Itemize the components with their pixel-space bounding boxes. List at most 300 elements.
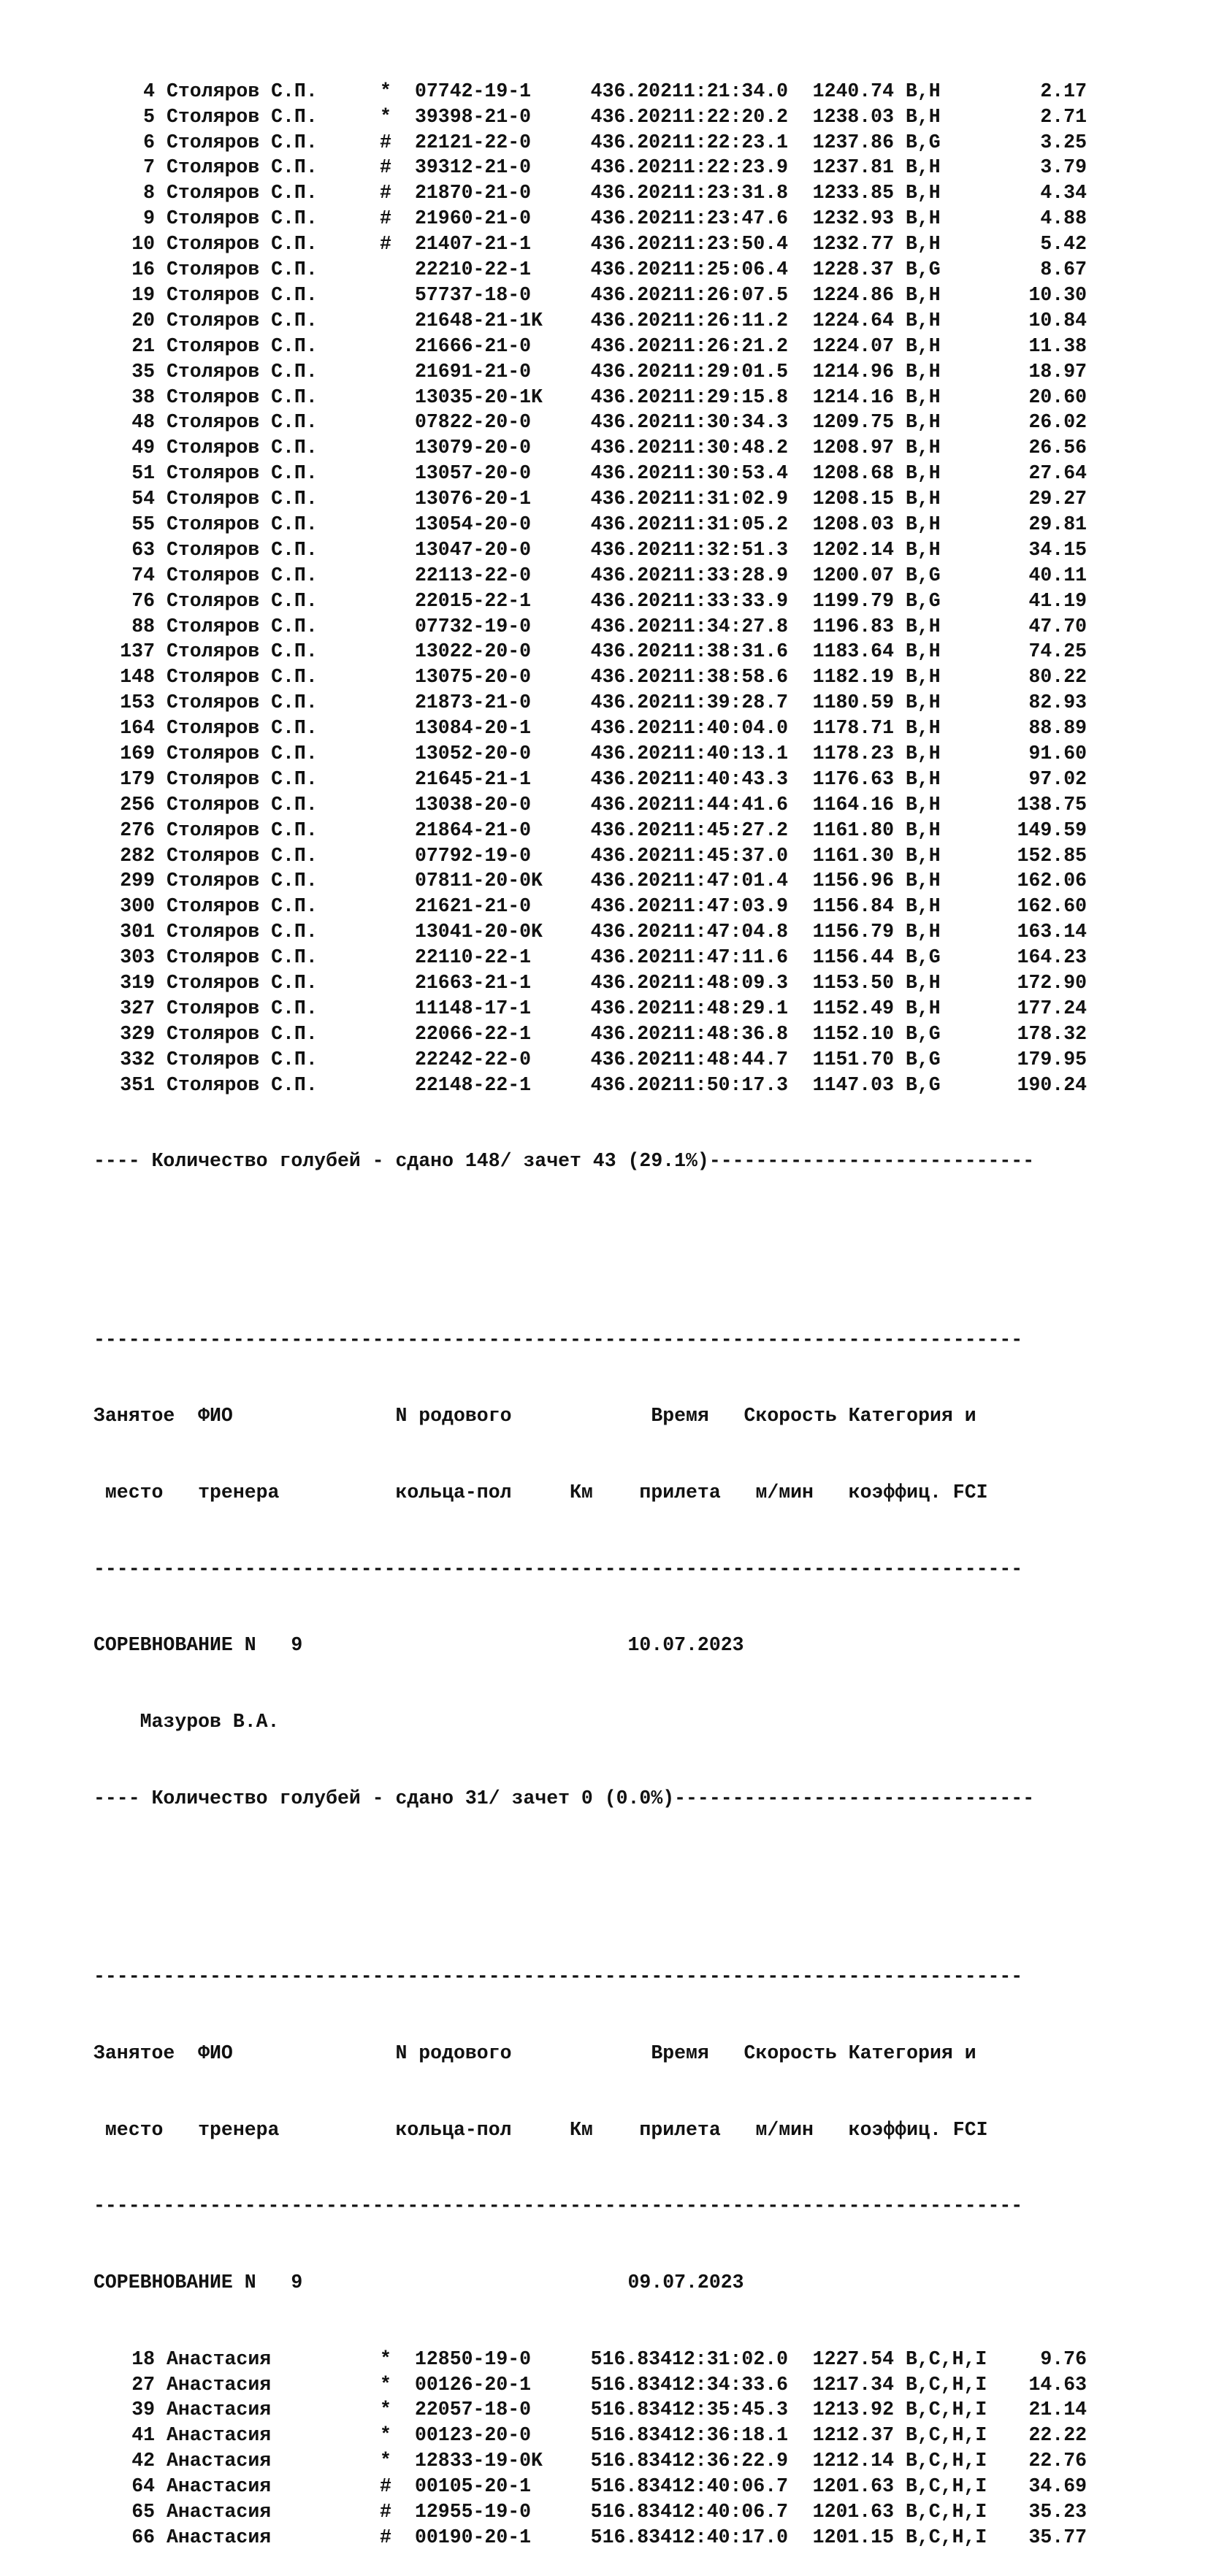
cell-km: 436.202 <box>590 666 672 689</box>
cell-speed: 1147.03 <box>812 1073 894 1096</box>
cell-km: 436.202 <box>590 488 672 510</box>
cell-cat: B,C,H,I <box>906 2399 987 2421</box>
cell-place: 63 <box>131 538 155 561</box>
cell-ring: 21864-21-0 <box>415 819 532 841</box>
cell-coef: 8.67 <box>1040 258 1087 281</box>
cell-ring: 07822-20-0 <box>415 411 532 434</box>
cell-time: 11:50:17.3 <box>672 1073 789 1096</box>
cell-speed: 1152.10 <box>812 1022 894 1045</box>
cell-ring: 12955-19-0 <box>415 2500 532 2523</box>
result-row <box>93 104 1087 130</box>
result-row <box>93 818 1087 843</box>
cell-km: 436.202 <box>590 844 672 867</box>
cell-place: 256 <box>120 793 155 816</box>
cell-name: Столяров С.П. <box>167 437 318 459</box>
cell-time: 11:48:36.8 <box>672 1022 789 1045</box>
cell-time: 11:21:34.0 <box>672 80 789 102</box>
result-row <box>93 639 1087 664</box>
cell-ring: 07732-19-0 <box>415 615 532 637</box>
cell-coef: 152.85 <box>1017 844 1087 867</box>
cell-place: 35 <box>131 360 155 383</box>
cell-km: 436.202 <box>590 283 672 306</box>
cell-cat: B,H <box>906 666 941 689</box>
cell-coef: 18.97 <box>1028 360 1087 383</box>
cell-name: Столяров С.П. <box>167 666 318 689</box>
cell-time: 11:22:23.9 <box>672 156 789 179</box>
cell-ring: 22066-22-1 <box>415 1022 532 1045</box>
result-row <box>93 410 1087 435</box>
cell-place: 8 <box>143 182 155 204</box>
cell-ring: 22242-22-0 <box>415 1048 532 1070</box>
cell-ring: 12850-19-0 <box>415 2347 532 2370</box>
cell-name: Столяров С.П. <box>167 742 318 764</box>
cell-ring: 57737-18-0 <box>415 283 532 306</box>
cell-place: 64 <box>131 2475 155 2498</box>
cell-coef: 178.32 <box>1017 1022 1087 1045</box>
cell-name: Столяров С.П. <box>167 844 318 867</box>
cell-coef: 80.22 <box>1028 666 1087 689</box>
cell-ring: 22113-22-0 <box>415 564 532 586</box>
cell-ring: 00190-20-1 <box>415 2526 532 2548</box>
cell-mark: * <box>380 80 391 102</box>
cell-ring: 13047-20-0 <box>415 538 532 561</box>
result-row <box>93 1021 1087 1047</box>
result-row <box>93 716 1087 741</box>
cell-speed: 1161.30 <box>812 844 894 867</box>
cell-ring: 00123-20-0 <box>415 2424 532 2447</box>
cell-speed: 1212.37 <box>812 2424 894 2447</box>
cell-time: 11:40:04.0 <box>672 717 789 740</box>
cell-ring: 21663-21-1 <box>415 971 532 994</box>
result-row <box>93 614 1087 640</box>
cell-speed: 1201.63 <box>812 2475 894 2498</box>
result-row <box>93 512 1087 537</box>
cell-cat: B,H <box>906 437 941 459</box>
cell-coef: 35.77 <box>1028 2526 1087 2548</box>
cell-place: 351 <box>120 1073 155 1096</box>
cell-coef: 4.34 <box>1040 182 1087 204</box>
result-row <box>93 283 1087 308</box>
cell-time: 12:40:17.0 <box>672 2526 789 2548</box>
cell-name: Столяров С.П. <box>167 488 318 510</box>
cell-km: 436.202 <box>590 105 672 128</box>
cell-time: 11:40:13.1 <box>672 742 789 764</box>
cell-name: Столяров С.П. <box>167 513 318 535</box>
cell-speed: 1232.77 <box>812 233 894 256</box>
cell-cat: B,H <box>906 691 941 714</box>
cell-name: Анастасия <box>167 2475 272 2498</box>
cell-place: 5 <box>143 105 155 128</box>
cell-speed: 1224.64 <box>812 309 894 331</box>
cell-place: 66 <box>131 2526 155 2548</box>
cell-km: 516.834 <box>590 2399 672 2421</box>
cell-km: 436.202 <box>590 513 672 535</box>
cell-coef: 29.27 <box>1028 488 1087 510</box>
cell-ring: 13075-20-0 <box>415 666 532 689</box>
cell-coef: 88.89 <box>1028 717 1087 740</box>
cell-coef: 27.64 <box>1028 462 1087 485</box>
result-row <box>93 2448 1087 2474</box>
cell-speed: 1237.81 <box>812 156 894 179</box>
cell-ring: 39312-21-0 <box>415 156 532 179</box>
cell-speed: 1196.83 <box>812 615 894 637</box>
cell-km: 436.202 <box>590 334 672 357</box>
cell-mark: # <box>380 207 391 230</box>
cell-km: 436.202 <box>590 386 672 408</box>
cell-km: 436.202 <box>590 258 672 281</box>
cell-coef: 26.02 <box>1028 411 1087 434</box>
cell-mark: # <box>380 182 391 204</box>
result-row <box>93 231 1087 257</box>
cell-speed: 1156.96 <box>812 870 894 892</box>
cell-ring: 21873-21-0 <box>415 691 532 714</box>
cell-coef: 2.17 <box>1040 80 1087 102</box>
cell-km: 436.202 <box>590 207 672 230</box>
result-row <box>93 2423 1087 2448</box>
result-row <box>93 894 1087 919</box>
cell-ring: 21870-21-0 <box>415 182 532 204</box>
cell-place: 20 <box>131 309 155 331</box>
cell-time: 12:36:18.1 <box>672 2424 789 2447</box>
cell-km: 436.202 <box>590 921 672 943</box>
cell-place: 19 <box>131 283 155 306</box>
cell-place: 55 <box>131 513 155 535</box>
cell-km: 436.202 <box>590 564 672 586</box>
competition-title: СОРЕВНОВАНИЕ N 9 10.07.2023 <box>93 1634 744 1657</box>
cell-cat: B,H <box>906 513 941 535</box>
result-row <box>93 690 1087 716</box>
cell-speed: 1213.92 <box>812 2399 894 2421</box>
cell-speed: 1199.79 <box>812 589 894 612</box>
cell-name: Столяров С.П. <box>167 538 318 561</box>
cell-speed: 1214.16 <box>812 386 894 408</box>
cell-ring: 13054-20-0 <box>415 513 532 535</box>
cell-km: 436.202 <box>590 437 672 459</box>
result-row <box>93 359 1087 385</box>
cell-place: 21 <box>131 334 155 357</box>
result-row <box>93 843 1087 869</box>
cell-km: 436.202 <box>590 971 672 994</box>
cell-place: 54 <box>131 488 155 510</box>
cell-coef: 34.15 <box>1028 538 1087 561</box>
result-row <box>93 79 1087 104</box>
cell-ring: 22210-22-1 <box>415 258 532 281</box>
cell-coef: 179.95 <box>1017 1048 1087 1070</box>
cell-cat: B,H <box>906 767 941 790</box>
cell-place: 276 <box>120 819 155 841</box>
cell-km: 436.202 <box>590 640 672 663</box>
result-row <box>93 2499 1087 2525</box>
cell-coef: 21.14 <box>1028 2399 1087 2421</box>
result-row <box>93 664 1087 690</box>
cell-place: 169 <box>120 742 155 764</box>
cell-place: 4 <box>143 80 155 102</box>
cell-ring: 22121-22-0 <box>415 131 532 153</box>
cell-time: 11:30:48.2 <box>672 437 789 459</box>
cell-speed: 1176.63 <box>812 767 894 790</box>
cell-mark: * <box>380 105 391 128</box>
cell-speed: 1151.70 <box>812 1048 894 1070</box>
cell-coef: 10.30 <box>1028 283 1087 306</box>
cell-km: 436.202 <box>590 538 672 561</box>
cell-name: Столяров С.П. <box>167 309 318 331</box>
cell-coef: 3.79 <box>1040 156 1087 179</box>
cell-ring: 13035-20-1K <box>415 386 543 408</box>
cell-mark: # <box>380 233 391 256</box>
cell-speed: 1209.75 <box>812 411 894 434</box>
cell-cat: B,H <box>906 80 941 102</box>
cell-cat: B,H <box>906 640 941 663</box>
result-row <box>93 385 1087 410</box>
cell-time: 11:29:15.8 <box>672 386 789 408</box>
cell-name: Столяров С.П. <box>167 283 318 306</box>
cell-cat: B,G <box>906 946 941 969</box>
cell-cat: B,H <box>906 870 941 892</box>
cell-place: 42 <box>131 2450 155 2472</box>
cell-ring: 13079-20-0 <box>415 437 532 459</box>
cell-coef: 4.88 <box>1040 207 1087 230</box>
cell-cat: B,H <box>906 233 941 256</box>
cell-cat: B,G <box>906 564 941 586</box>
cell-mark: * <box>380 2450 391 2472</box>
cell-place: 7 <box>143 156 155 179</box>
cell-cat: B,H <box>906 283 941 306</box>
cell-place: 48 <box>131 411 155 434</box>
cell-speed: 1152.49 <box>812 997 894 1019</box>
cell-cat: B,H <box>906 538 941 561</box>
cell-coef: 91.60 <box>1028 742 1087 764</box>
cell-name: Столяров С.П. <box>167 767 318 790</box>
cell-time: 11:44:41.6 <box>672 793 789 816</box>
cell-ring: 13022-20-0 <box>415 640 532 663</box>
cell-cat: B,H <box>906 360 941 383</box>
cell-time: 11:45:37.0 <box>672 844 789 867</box>
result-row <box>93 2474 1087 2499</box>
cell-km: 436.202 <box>590 156 672 179</box>
cell-time: 11:47:04.8 <box>672 921 789 943</box>
cell-name: Столяров С.П. <box>167 870 318 892</box>
cell-ring: 22110-22-1 <box>415 946 532 969</box>
cell-coef: 97.02 <box>1028 767 1087 790</box>
cell-km: 516.834 <box>590 2373 672 2396</box>
cell-cat: B,C,H,I <box>906 2475 987 2498</box>
cell-cat: B,H <box>906 742 941 764</box>
cell-speed: 1183.64 <box>812 640 894 663</box>
result-row <box>93 155 1087 180</box>
cell-name: Столяров С.П. <box>167 691 318 714</box>
cell-name: Столяров С.П. <box>167 156 318 179</box>
result-row <box>93 919 1087 945</box>
cell-cat: B,H <box>906 615 941 637</box>
cell-time: 11:39:28.7 <box>672 691 789 714</box>
cell-cat: B,H <box>906 411 941 434</box>
cell-time: 12:34:33.6 <box>672 2373 789 2396</box>
cell-ring: 07811-20-0K <box>415 870 543 892</box>
cell-name: Анастасия <box>167 2399 272 2421</box>
cell-cat: B,G <box>906 589 941 612</box>
cell-speed: 1180.59 <box>812 691 894 714</box>
cell-km: 436.202 <box>590 80 672 102</box>
result-row <box>93 589 1087 614</box>
cell-speed: 1178.23 <box>812 742 894 764</box>
cell-mark: * <box>380 2373 391 2396</box>
cell-cat: B,C,H,I <box>906 2424 987 2447</box>
spacer <box>93 1862 1087 1887</box>
result-row <box>93 1047 1087 1073</box>
table-header-line1: Занятое ФИО N родового Время Скорость Категория и <box>93 1405 976 1427</box>
cell-time: 11:25:06.4 <box>672 258 789 281</box>
cell-cat: B,G <box>906 1022 941 1045</box>
cell-place: 179 <box>120 767 155 790</box>
cell-place: 10 <box>131 233 155 256</box>
cell-coef: 20.60 <box>1028 386 1087 408</box>
cell-time: 11:47:11.6 <box>672 946 789 969</box>
result-row <box>93 308 1087 334</box>
cell-speed: 1208.97 <box>812 437 894 459</box>
cell-km: 436.202 <box>590 819 672 841</box>
cell-speed: 1224.07 <box>812 334 894 357</box>
section2-summary: ---- Количество голубей - сдано 31/ зачет 0 (0.0%)------------------------------- <box>93 1787 1035 1809</box>
cell-time: 12:35:45.3 <box>672 2399 789 2421</box>
cell-ring: 13057-20-0 <box>415 462 532 485</box>
cell-time: 11:48:44.7 <box>672 1048 789 1070</box>
cell-km: 436.202 <box>590 997 672 1019</box>
cell-cat: B,H <box>906 844 941 867</box>
cell-name: Столяров С.П. <box>167 462 318 485</box>
cell-coef: 3.25 <box>1040 131 1087 153</box>
cell-name: Столяров С.П. <box>167 946 318 969</box>
cell-coef: 177.24 <box>1017 997 1087 1019</box>
cell-km: 436.202 <box>590 360 672 383</box>
cell-speed: 1156.79 <box>812 921 894 943</box>
cell-mark: * <box>380 2399 391 2421</box>
cell-time: 11:30:53.4 <box>672 462 789 485</box>
result-row <box>93 741 1087 767</box>
cell-coef: 164.23 <box>1017 946 1087 969</box>
result-row <box>93 334 1087 359</box>
cell-time: 11:31:02.9 <box>672 488 789 510</box>
cell-km: 516.834 <box>590 2450 672 2472</box>
table-header-line2: место тренера кольца-пол Км прилета м/мин коэффиц. FCI <box>93 1481 988 1503</box>
cell-cat: B,G <box>906 131 941 153</box>
result-row <box>93 2525 1087 2550</box>
cell-place: 39 <box>131 2399 155 2421</box>
cell-coef: 35.23 <box>1028 2500 1087 2523</box>
cell-mark: # <box>380 156 391 179</box>
cell-speed: 1201.15 <box>812 2526 894 2548</box>
cell-ring: 22148-22-1 <box>415 1073 532 1096</box>
cell-cat: B,H <box>906 207 941 230</box>
result-row <box>93 130 1087 156</box>
cell-km: 516.834 <box>590 2424 672 2447</box>
cell-time: 11:33:28.9 <box>672 564 789 586</box>
header-bottom-rule: -------------------------------------------------------------------------------- <box>93 1557 1023 1580</box>
cell-time: 11:31:05.2 <box>672 513 789 535</box>
cell-place: 137 <box>120 640 155 663</box>
cell-name: Столяров С.П. <box>167 360 318 383</box>
cell-coef: 9.76 <box>1040 2347 1087 2370</box>
cell-time: 11:40:43.3 <box>672 767 789 790</box>
cell-speed: 1212.14 <box>812 2450 894 2472</box>
cell-speed: 1153.50 <box>812 971 894 994</box>
cell-speed: 1208.68 <box>812 462 894 485</box>
cell-speed: 1237.86 <box>812 131 894 153</box>
header-bottom-rule: -------------------------------------------------------------------------------- <box>93 2195 1023 2217</box>
cell-km: 436.202 <box>590 182 672 204</box>
cell-name: Столяров С.П. <box>167 105 318 128</box>
cell-ring: 21691-21-0 <box>415 360 532 383</box>
cell-cat: B,G <box>906 1048 941 1070</box>
cell-time: 11:26:07.5 <box>672 283 789 306</box>
result-row <box>93 486 1087 512</box>
cell-cat: B,H <box>906 105 941 128</box>
cell-speed: 1208.03 <box>812 513 894 535</box>
competition-title: СОРЕВНОВАНИЕ N 9 09.07.2023 <box>93 2271 744 2293</box>
cell-cat: B,H <box>906 156 941 179</box>
cell-cat: B,H <box>906 309 941 331</box>
result-row <box>93 2397 1087 2423</box>
result-row <box>93 435 1087 461</box>
cell-place: 51 <box>131 462 155 485</box>
cell-speed: 1227.54 <box>812 2347 894 2370</box>
cell-ring: 13076-20-1 <box>415 488 532 510</box>
cell-speed: 1208.15 <box>812 488 894 510</box>
cell-km: 436.202 <box>590 742 672 764</box>
cell-cat: B,H <box>906 971 941 994</box>
cell-time: 11:38:58.6 <box>672 666 789 689</box>
cell-ring: 13041-20-0K <box>415 921 543 943</box>
cell-name: Столяров С.П. <box>167 1073 318 1096</box>
cell-place: 153 <box>120 691 155 714</box>
result-row <box>93 2372 1087 2398</box>
cell-speed: 1217.34 <box>812 2373 894 2396</box>
cell-time: 11:48:29.1 <box>672 997 789 1019</box>
cell-cat: B,G <box>906 258 941 281</box>
cell-name: Столяров С.П. <box>167 258 318 281</box>
cell-name: Столяров С.П. <box>167 717 318 740</box>
cell-ring: 13038-20-0 <box>415 793 532 816</box>
cell-name: Столяров С.П. <box>167 334 318 357</box>
header-top-rule: -------------------------------------------------------------------------------- <box>93 1966 1023 1988</box>
cell-coef: 10.84 <box>1028 309 1087 331</box>
spacer <box>93 1225 1087 1251</box>
cell-time: 11:32:51.3 <box>672 538 789 561</box>
result-row <box>93 970 1087 996</box>
cell-place: 27 <box>131 2373 155 2396</box>
cell-cat: B,H <box>906 997 941 1019</box>
cell-km: 436.202 <box>590 870 672 892</box>
cell-coef: 22.22 <box>1028 2424 1087 2447</box>
cell-name: Столяров С.П. <box>167 971 318 994</box>
cell-cat: B,H <box>906 819 941 841</box>
cell-km: 436.202 <box>590 1048 672 1070</box>
cell-coef: 11.38 <box>1028 334 1087 357</box>
cell-place: 88 <box>131 615 155 637</box>
cell-name: Столяров С.П. <box>167 80 318 102</box>
result-row <box>93 180 1087 206</box>
cell-speed: 1240.74 <box>812 80 894 102</box>
cell-ring: 21645-21-1 <box>415 767 532 790</box>
cell-speed: 1164.16 <box>812 793 894 816</box>
cell-ring: 22015-22-1 <box>415 589 532 612</box>
cell-km: 516.834 <box>590 2526 672 2548</box>
cell-ring: 21648-21-1K <box>415 309 543 331</box>
cell-coef: 40.11 <box>1028 564 1087 586</box>
cell-speed: 1182.19 <box>812 666 894 689</box>
cell-coef: 47.70 <box>1028 615 1087 637</box>
cell-place: 6 <box>143 131 155 153</box>
cell-cat: B,H <box>906 717 941 740</box>
